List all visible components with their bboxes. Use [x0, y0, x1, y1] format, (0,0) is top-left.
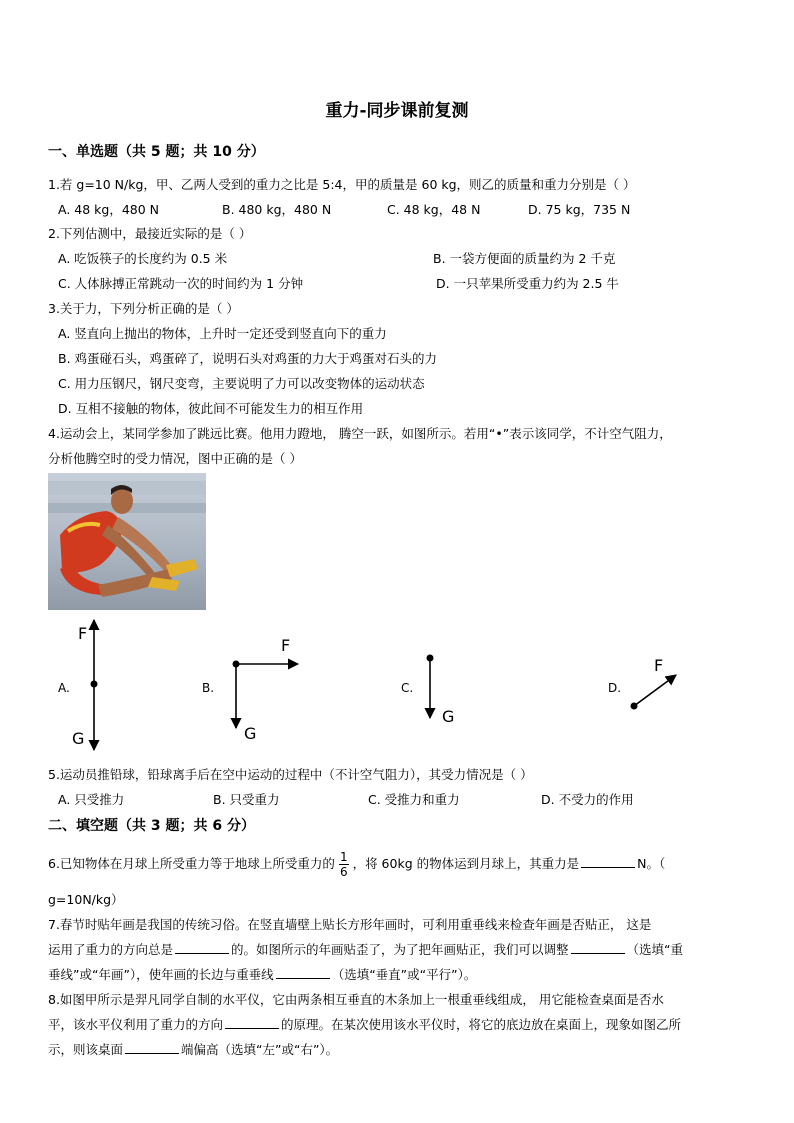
question-1-option-b[interactable]: B. 480 kg，480 N [222, 202, 332, 217]
page-title: 重力-同步课前复测 [325, 101, 469, 121]
diagram-b-force-g: G [244, 724, 257, 743]
question-8-text-a: 平，该水平仪利用了重力的方向 [48, 1017, 224, 1032]
question-6-text-mid: ，将 60kg 的物体运到月球上，其重力是 [352, 856, 580, 871]
question-5-text: 5.运动员推铅球，铅球离手后在空中运动的过程中（不计空气阻力），其受力情况是（ ） [48, 767, 533, 782]
question-8-line3 [48, 1040, 338, 1058]
question-7-line1: 7.春节时贴年画是我国的传统习俗。在竖直墙壁上贴长方形年画时，可利用重垂线来检查年画是否贴正， 这是 [48, 917, 652, 932]
question-1-text: 1.若 g=10 N/kg，甲、乙两人受到的重力之比是 5:4，甲的质量是 60 kg，则乙的质量和重力分别是（ ） [48, 177, 636, 192]
question-7-text-b: 的。如图所示的年画贴歪了，为了把年画贴正，我们可以调整 [231, 942, 569, 957]
question-4-text-line2: 分析他腾空时的受力情况，图中正确的是（ ） [48, 451, 302, 466]
question-5-option-c[interactable]: C. 受推力和重力 [368, 792, 460, 807]
question-1-option-d[interactable]: D. 75 kg，735 N [528, 202, 631, 217]
question-7-text-e: （选填“垂直”或“平行”）。 [331, 967, 477, 982]
diagram-label-c: C. [401, 681, 414, 695]
diagram-option-d[interactable] [631, 675, 677, 710]
question-3-option-c[interactable]: C. 用力压钢尺，钢尺变弯，主要说明了力可以改变物体的运动状态 [58, 376, 425, 391]
question-3-text: 3.关于力，下列分析正确的是（ ） [48, 301, 239, 316]
section-heading-single-choice: 一、单选题（共 5 题；共 10 分） [48, 144, 265, 160]
question-6-line1 [48, 850, 665, 879]
fraction-numerator: 1 [339, 850, 348, 864]
question-8-line2 [48, 1015, 681, 1033]
diagram-a-force-f: F [78, 624, 88, 643]
question-7-blank-1[interactable] [175, 941, 229, 954]
question-3-option-a[interactable]: A. 竖直向上抛出的物体，上升时一定还受到竖直向下的重力 [58, 326, 387, 341]
diagram-a-force-g: G [72, 729, 85, 748]
question-2-option-a[interactable]: A. 吃饭筷子的长度约为 0.5 米 [58, 251, 228, 266]
question-7-text-a: 运用了重力的方向总是 [48, 942, 174, 957]
question-6-blank[interactable] [581, 855, 635, 868]
question-8-text-b: 的原理。在某次使用该水平仪时，将它的底边放在桌面上，现象如图乙所 [281, 1017, 682, 1032]
question-8-blank-2[interactable] [125, 1041, 179, 1054]
question-8-line1: 8.如图甲所示是羿凡同学自制的水平仪，它由两条相互垂直的木条加上一根重垂线组成， 用它能检查桌面是否水 [48, 992, 664, 1007]
question-8-text-c: 示，则该桌面 [48, 1042, 124, 1057]
question-7-blank-3[interactable] [276, 966, 330, 979]
question-5-option-b[interactable]: B. 只受重力 [213, 792, 280, 807]
fraction-denominator: 6 [339, 865, 348, 879]
diagram-option-b[interactable] [233, 661, 299, 729]
question-8-text-d: 端偏高（选填“左”或“右”）。 [181, 1042, 339, 1057]
question-2-option-c[interactable]: C. 人体脉搏正常跳动一次的时间约为 1 分钟 [58, 276, 304, 291]
question-4-text-line1: 4.运动会上，某同学参加了跳远比赛。他用力蹬地， 腾空一跃，如图所示。若用“•”表示该同学，不计空气阻力， [48, 426, 672, 441]
diagram-label-b: B. [202, 681, 215, 695]
diagram-label-d: D. [608, 681, 622, 695]
question-7-blank-2[interactable] [571, 941, 625, 954]
question-6-text-pre: 6.已知物体在月球上所受重力等于地球上所受重力的 [48, 856, 335, 871]
question-6-text-post: N。（ [637, 856, 666, 871]
question-3-option-b[interactable]: B. 鸡蛋碰石头，鸡蛋碎了，说明石头对鸡蛋的力大于鸡蛋对石头的力 [58, 351, 438, 366]
fraction-one-sixth [339, 850, 349, 879]
diagram-label-a: A. [58, 681, 70, 695]
question-1-option-a[interactable]: A. 48 kg，480 N [58, 202, 160, 217]
question-7-line2 [48, 940, 683, 958]
section-heading-fill-blank: 二、填空题（共 3 题；共 6 分） [48, 818, 255, 834]
question-7-text-c: （选填“重 [626, 942, 684, 957]
question-2-option-b[interactable]: B. 一袋方便面的质量约为 2 千克 [433, 251, 616, 266]
question-6-line2: g=10N/kg） [48, 892, 124, 907]
force-diagram-options [48, 612, 738, 762]
question-5-option-a[interactable]: A. 只受推力 [58, 792, 125, 807]
diagram-c-force-g: G [442, 707, 455, 726]
diagram-option-a[interactable] [91, 620, 98, 750]
diagram-b-force-f: F [281, 636, 291, 655]
question-2-option-d[interactable]: D. 一只苹果所受重力约为 2.5 牛 [436, 276, 619, 291]
question-7-line3 [48, 965, 476, 983]
diagram-d-force-f: F [654, 656, 664, 675]
question-1-option-c[interactable]: C. 48 kg，48 N [387, 202, 481, 217]
diagram-option-c[interactable] [427, 655, 434, 719]
question-5-option-d[interactable]: D. 不受力的作用 [541, 792, 634, 807]
question-8-blank-1[interactable] [225, 1016, 279, 1029]
question-7-text-d: 垂线”或“年画”），使年画的长边与重垂线 [48, 967, 274, 982]
question-2-text: 2.下列估测中，最接近实际的是（ ） [48, 226, 252, 241]
long-jump-photo [48, 473, 206, 610]
question-3-option-d[interactable]: D. 互相不接触的物体，彼此间不可能发生力的相互作用 [58, 401, 364, 416]
